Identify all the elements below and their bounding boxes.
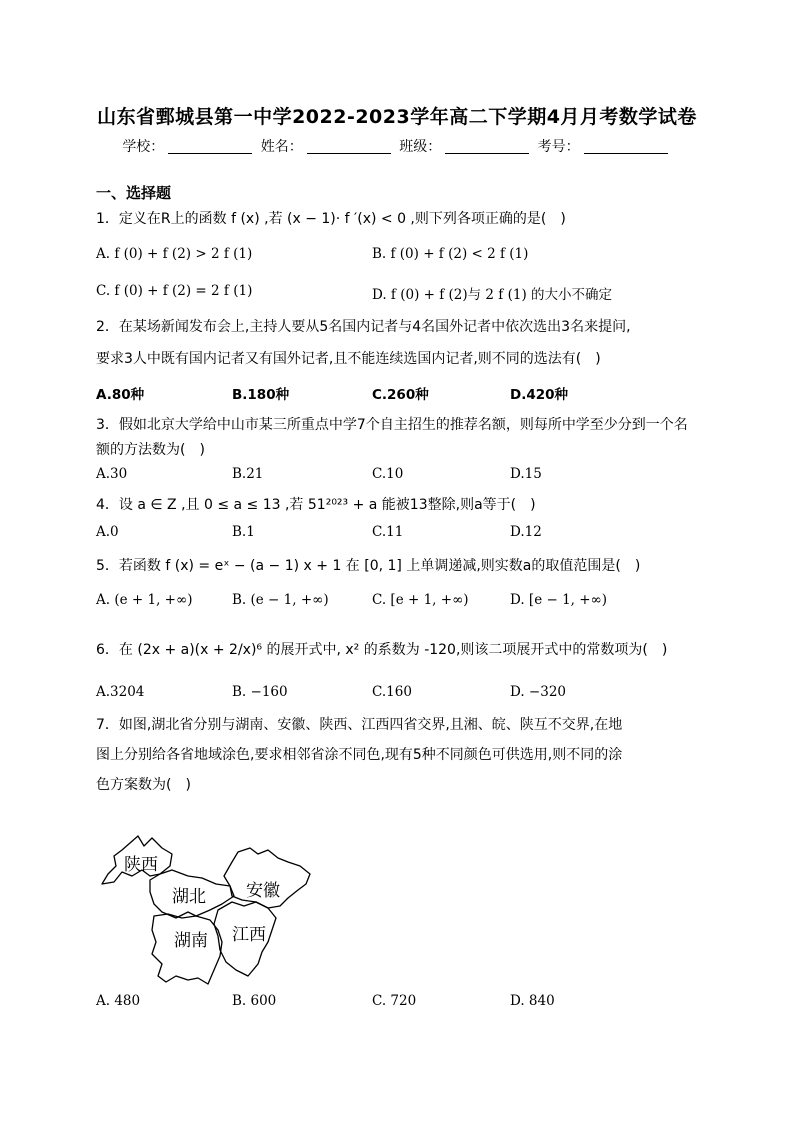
question-1-option-d: D. f (0) + f (2)与 2 f (1) 的大小不确定	[372, 287, 613, 303]
school-label: 学校：	[122, 139, 165, 155]
number-field[interactable]	[584, 139, 668, 154]
question-6-option-c: C.160	[372, 684, 412, 700]
province-map-figure	[92, 818, 318, 990]
map-label-hubei: 湖北	[172, 887, 206, 907]
question-7-option-b: B. 600	[232, 993, 277, 1009]
map-label-hunan: 湖南	[174, 931, 208, 951]
question-7-text-line-3: 色方案数为( )	[96, 777, 191, 793]
question-5-option-c: C. [e + 1, +∞)	[372, 592, 469, 608]
question-5-text: 5．若函数 f (x) = eˣ − (a − 1) x + 1 在 [0, 1] 上单调递减,则实数a的取值范围是( )	[96, 558, 641, 574]
question-1-option-a: A. f (0) + f (2) > 2 f (1)	[96, 246, 253, 262]
student-info-row	[0, 136, 794, 156]
question-1-option-b: B. f (0) + f (2) < 2 f (1)	[372, 246, 529, 262]
question-7-option-c: C. 720	[372, 993, 417, 1009]
question-4-text: 4．设 a ∈ Z ,且 0 ≤ a ≤ 13 ,若 51²⁰²³ + a 能被13整除,则a等于( )	[96, 497, 536, 513]
class-label: 班级：	[399, 139, 442, 155]
question-2-option-d: D.420种	[510, 387, 569, 403]
question-2-option-c: C.260种	[372, 387, 429, 403]
question-3-option-c: C.10	[372, 466, 404, 482]
name-label: 姓名：	[260, 139, 303, 155]
question-7-option-a: A. 480	[96, 993, 141, 1009]
section-heading: 一、选择题	[96, 184, 172, 202]
question-1-text: 1．定义在R上的函数 f (x) ,若 (x − 1)· f ′(x) < 0 ,则下列各项正确的是( )	[96, 211, 566, 227]
question-7-option-d: D. 840	[510, 993, 555, 1009]
question-3-option-d: D.15	[510, 466, 542, 482]
name-field[interactable]	[307, 139, 391, 154]
map-label-anhui: 安徽	[246, 881, 280, 901]
exam-title: 山东省鄄城县第一中学2022-2023学年高二下学期4月月考数学试卷	[97, 106, 697, 128]
question-5-option-b: B. (e − 1, +∞)	[232, 592, 329, 608]
class-field[interactable]	[445, 139, 529, 154]
question-4-option-c: C.11	[372, 524, 404, 540]
question-6-option-b: B. −160	[232, 684, 288, 700]
question-4-option-a: A.0	[96, 524, 119, 540]
question-2-text-line-1: 2．在某场新闻发布会上,主持人要从5名国内记者与4名国外记者中依次选出3名来提问,	[96, 319, 631, 335]
question-6-option-d: D. −320	[510, 684, 567, 700]
number-label: 考号：	[537, 139, 580, 155]
question-2-option-b: B.180种	[232, 387, 290, 403]
question-2-text-line-2: 要求3人中既有国内记者又有国外记者,且不能连续选国内记者,则不同的选法有( )	[96, 351, 601, 367]
question-7-text-line-1: 7．如图,湖北省分别与湖南、安徽、陕西、江西四省交界,且湘、皖、陕互不交界,在地	[96, 717, 623, 733]
map-label-shaanxi: 陕西	[124, 855, 158, 875]
question-3-option-b: B.21	[232, 466, 264, 482]
question-4-option-d: D.12	[510, 524, 542, 540]
question-3-text-line-1: 3．假如北京大学给中山市某三所重点中学7个自主招生的推荐名额，则每所中学至少分到一个名	[96, 417, 688, 433]
question-4-option-b: B.1	[232, 524, 255, 540]
question-6-text: 6．在 (2x + a)(x + 2/x)⁶ 的展开式中, x² 的系数为 -120,则该二项展开式中的常数项为( )	[96, 642, 668, 658]
question-3-option-a: A.30	[96, 466, 128, 482]
map-label-jiangxi: 江西	[232, 925, 266, 945]
question-2-option-a: A.80种	[96, 387, 145, 403]
question-6-option-a: A.3204	[96, 684, 145, 700]
question-1-option-c: C. f (0) + f (2) = 2 f (1)	[96, 283, 253, 299]
school-field[interactable]	[168, 139, 252, 154]
question-5-option-a: A. (e + 1, +∞)	[96, 592, 193, 608]
question-3-text-line-2: 额的方法数为( )	[96, 442, 205, 458]
question-5-option-d: D. [e − 1, +∞)	[510, 592, 608, 608]
question-7-text-line-2: 图上分别给各省地域涂色,要求相邻省涂不同色,现有5种不同颜色可供选用,则不同的涂	[96, 747, 623, 763]
